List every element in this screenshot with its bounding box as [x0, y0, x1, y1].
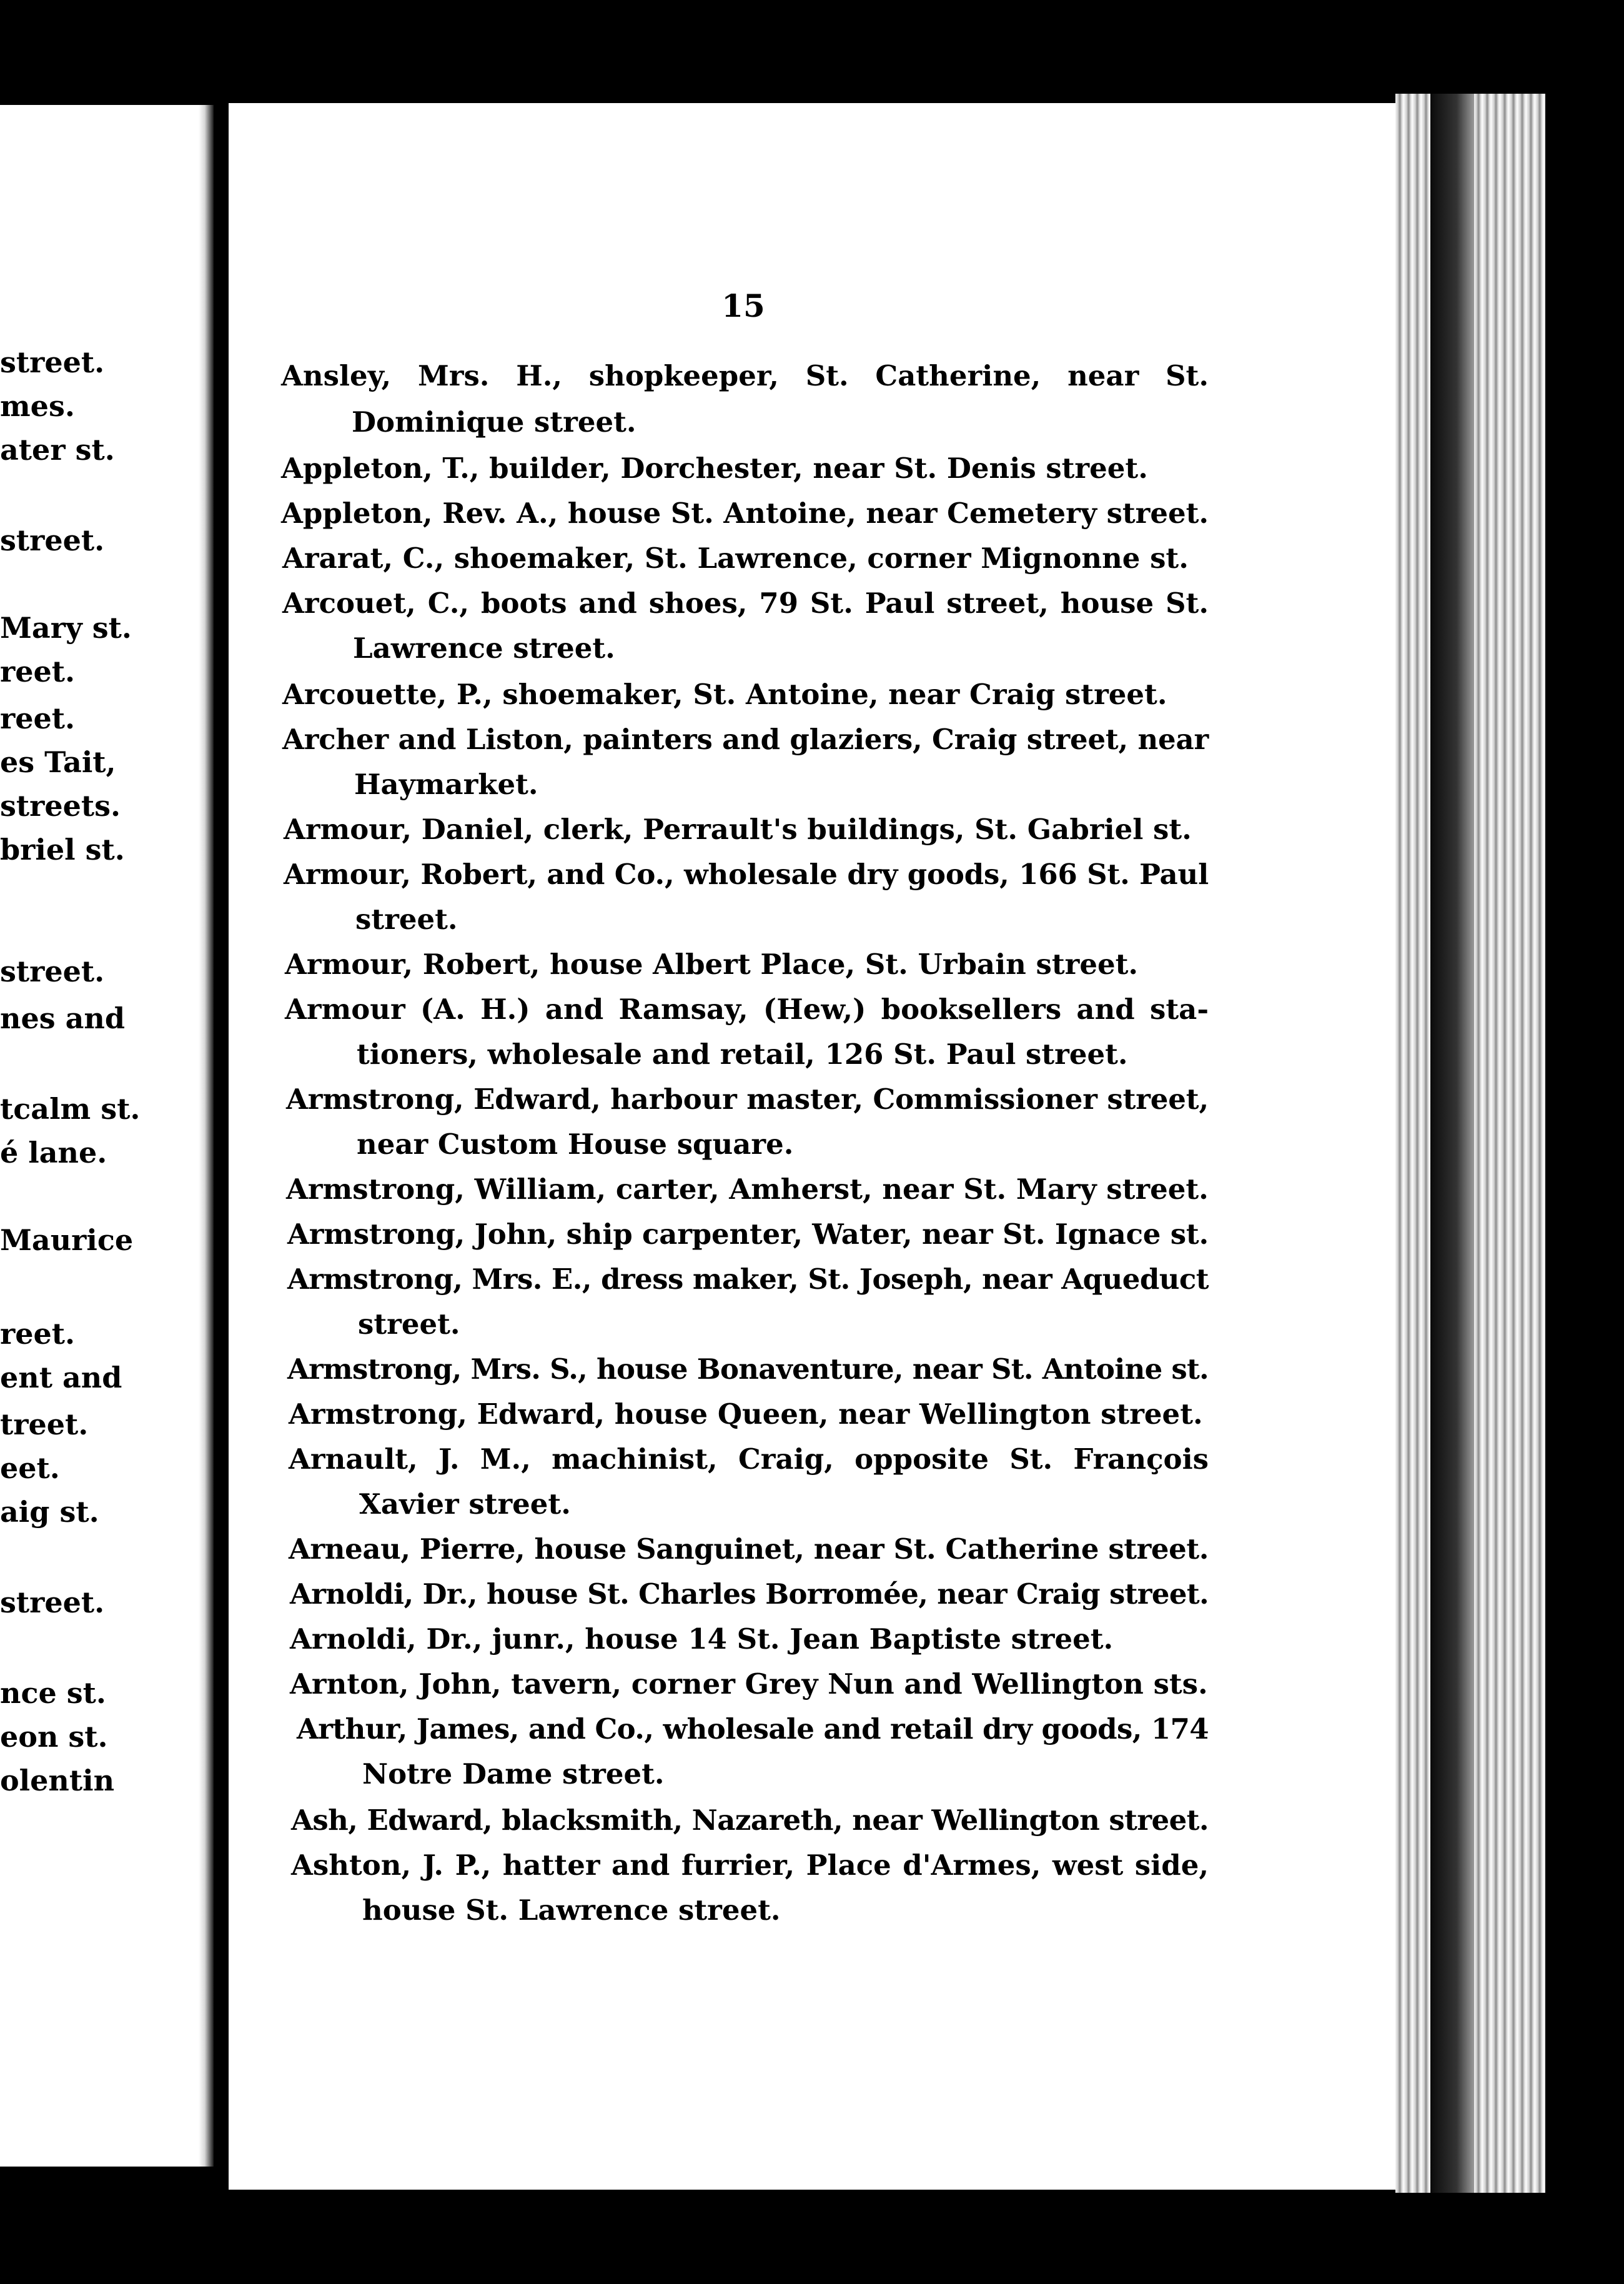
left-page-line: tcalm st. [0, 1092, 141, 1126]
entry-line: Armstrong, Edward, harbour master, Commissioner street, [286, 1083, 1209, 1116]
left-page-line: Maurice [0, 1223, 134, 1257]
entry-line: Haymarket. [354, 768, 538, 801]
left-page-line: eet. [0, 1451, 60, 1485]
entry-line: Arcouette, P., shoemaker, St. Antoine, near Craig street. [282, 678, 1167, 711]
left-page-fragment [0, 105, 203, 2167]
left-page-line: Mary st. [0, 611, 132, 645]
entry-line: Arnton, John, tavern, corner Grey Nun and Wellington sts. [290, 1667, 1208, 1701]
entry-line: Arneau, Pierre, house Sanguinet, near St. Catherine street. [289, 1532, 1209, 1566]
left-page-line: aig st. [0, 1495, 99, 1529]
entry-line: Appleton, T., builder, Dorchester, near St. Denis street. [281, 452, 1148, 485]
left-page-line: street. [0, 1586, 105, 1619]
page-number: 15 [721, 287, 765, 324]
left-page-line: é lane. [0, 1136, 107, 1169]
entry-line: Ash, Edward, blacksmith, Nazareth, near Wellington street. [291, 1804, 1209, 1837]
entry-line: Armstrong, John, ship carpenter, Water, near St. Ignace st. [287, 1218, 1209, 1251]
entry-line: street. [355, 903, 458, 936]
entry-line: Archer and Liston, painters and glaziers, Craig street, near [282, 723, 1209, 756]
left-page-line: olentin [0, 1764, 115, 1797]
left-page-line: briel st. [0, 833, 125, 866]
left-page-line: es Tait, [0, 745, 116, 779]
entry-line: Appleton, Rev. A., house St. Antoine, near Cemetery street. [281, 497, 1209, 530]
left-page-line: reet. [0, 702, 76, 735]
left-page-line: reet. [0, 655, 76, 688]
entry-line: Dominique street. [352, 405, 636, 439]
entry-line: Arthur, James, and Co., wholesale and retail dry goods, 174 [297, 1712, 1209, 1745]
entry-line: Armour, Daniel, clerk, Perrault's buildings, St. Gabriel st. [284, 813, 1192, 846]
left-page-line: ent and [0, 1361, 122, 1394]
left-page-line: nes and [0, 1001, 126, 1035]
entry-line: Lawrence street. [353, 632, 615, 665]
left-page-gutter [199, 105, 214, 2167]
left-page-line: streets. [0, 789, 121, 823]
entry-line: Ashton, J. P., hatter and furrier, Place d'Armes, west side, [291, 1849, 1209, 1882]
entry-line: Arnault, J. M., machinist, Craig, opposite St. François [289, 1442, 1209, 1476]
left-page-line: ater st. [0, 433, 115, 467]
entry-line: Armour, Robert, house Albert Place, St. Urbain street. [285, 948, 1139, 981]
left-page-line: eon st. [0, 1720, 108, 1754]
entry-line: Armstrong, Mrs. E., dress maker, St. Joseph, near Aqueduct [287, 1263, 1209, 1296]
left-page-line: treet. [0, 1408, 89, 1441]
entry-line: Armstrong, Edward, house Queen, near Wellington street. [289, 1398, 1203, 1431]
entry-line: Armour, Robert, and Co., wholesale dry goods, 166 St. Paul [284, 858, 1209, 891]
left-page-line: street. [0, 955, 105, 988]
entry-line: Notre Dame street. [362, 1757, 665, 1790]
entry-line: Ararat, C., shoemaker, St. Lawrence, corner Mignonne st. [282, 542, 1189, 575]
entry-line: Ansley, Mrs. H., shopkeeper, St. Catherine, near St. [281, 359, 1209, 392]
entry-line: Armstrong, Mrs. S., house Bonaventure, near St. Antoine st. [287, 1353, 1209, 1386]
entry-line: Armstrong, William, carter, Amherst, near St. Mary street. [286, 1173, 1209, 1206]
entry-line: Arnoldi, Dr., house St. Charles Borromée, near Craig street. [290, 1577, 1209, 1611]
left-page-line: street. [0, 524, 105, 557]
left-page-line: street. [0, 345, 105, 379]
entry-line: house St. Lawrence street. [362, 1894, 781, 1927]
entry-line: Arcouet, C., boots and shoes, 79 St. Paul street, house St. [282, 587, 1209, 620]
entry-line: tioners, wholesale and retail, 126 St. Paul street. [357, 1038, 1128, 1071]
left-page-line: reet. [0, 1317, 76, 1351]
entry-line: Armour (A. H.) and Ramsay, (Hew,) booksellers and sta- [285, 993, 1209, 1026]
left-page-line: nce st. [0, 1676, 106, 1710]
entry-line: near Custom House square. [357, 1128, 794, 1161]
page-edge-shadow [1430, 94, 1474, 2193]
entry-line: Xavier street. [359, 1487, 571, 1521]
left-page-line: mes. [0, 389, 75, 423]
entry-line: street. [358, 1308, 460, 1341]
entry-line: Arnoldi, Dr., junr., house 14 St. Jean Baptiste street. [290, 1622, 1114, 1656]
